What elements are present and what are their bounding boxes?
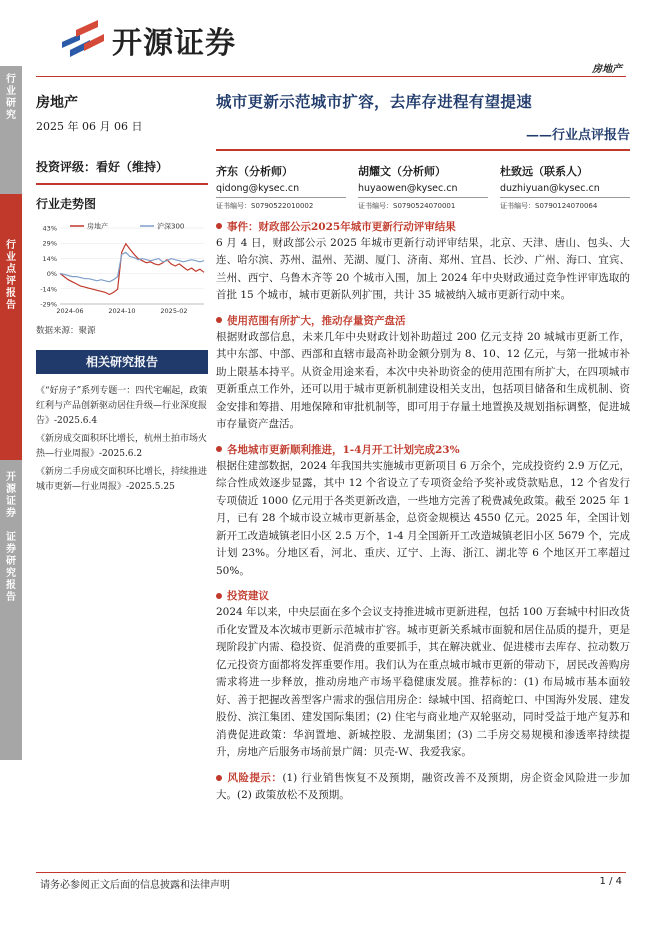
side-tab-char: 研 bbox=[6, 556, 16, 567]
analyst-card bbox=[216, 163, 346, 211]
logo-mark-icon bbox=[60, 20, 106, 60]
side-tab-char: 告 bbox=[6, 592, 16, 603]
side-tab-char: 评 bbox=[6, 276, 16, 287]
section-progress bbox=[216, 442, 630, 581]
report-sector: 房地产 bbox=[36, 95, 78, 111]
trend-chart-svg bbox=[36, 220, 208, 320]
chart-source: 数据来源：聚源 bbox=[36, 325, 96, 336]
y-tick-label: -14% bbox=[40, 284, 57, 293]
side-tab-char: 报 bbox=[6, 580, 16, 591]
side-tab-char: 源 bbox=[6, 484, 16, 495]
section-body: 根据住建部数据，2024 年我国共实施城市更新项目 6 万余个，完成投资约 2.9 万亿元，综合性成效逐步显露，其中 12 个省设立了专项资金给予奖补或贷款贴息，12 个省发行专项债近 1000 亿元用于各类更新改造，一些地方完善了税费减免政策。截至 2025 年 1 月，已有 28 个城市设立城市更新基金，总资金规模达 4550 亿元。2025 年，全国计划新开工改造城镇老旧小区 2.5 万个，1-4 月全国新开工改造城镇老旧小区 5679 个，完成计划 23%。分地区看，河北、重庆、辽宁、上海、浙江、湖北等 6 个地区开工率超过 50%。 bbox=[216, 459, 630, 577]
analyst-card bbox=[500, 163, 630, 211]
section-body: 6 月 4 日，财政部公示 2025 年城市更新行动评审结果，北京、天津、唐山、包头、大连、哈尔滨、苏州、温州、芜湖、厦门、济南、郑州、宜昌、长沙、广州、海口、宜宾、兰州、西宁、乌鲁木齐等 20 个城市入围，加上 2024 年中央财政通过竞争性评审选取的首批 15 个城市，城市更新队列扩围，共计 35 城被纳入城市更新行动中来。 bbox=[216, 236, 630, 301]
y-tick-label: 29% bbox=[42, 239, 57, 248]
analyst-list bbox=[216, 163, 630, 211]
related-report-link[interactable]: 《“好房子”系列专题一：四代宅崛起，政策红利与产品创新驱动居住升级—行业深度报告》-2025.6.4 bbox=[36, 385, 208, 426]
related-report-link[interactable]: 《新房二手房成交面积环比增长，持续推进城市更新—行业周报》-2025.5.25 bbox=[36, 466, 208, 492]
section-risk bbox=[216, 770, 630, 805]
side-tab-char: 告 bbox=[6, 300, 16, 311]
header-divider bbox=[36, 76, 626, 77]
analyst-cert: 证书编号：S0790522010002 bbox=[216, 201, 314, 210]
side-tab-char: 证 bbox=[6, 496, 16, 507]
footer-divider bbox=[36, 872, 626, 873]
side-tab-char: 究 bbox=[6, 110, 16, 121]
side-tab-char: 报 bbox=[6, 288, 16, 299]
section-heading bbox=[216, 219, 630, 234]
legend-label: 房地产 bbox=[87, 222, 108, 230]
related-reports-list bbox=[36, 384, 208, 495]
bullet-icon bbox=[216, 593, 222, 599]
bullet-icon bbox=[216, 317, 222, 323]
y-tick-label: 43% bbox=[42, 224, 57, 232]
side-tab-char: 点 bbox=[6, 264, 16, 275]
risk-label: 风险提示： bbox=[227, 771, 283, 784]
title-divider bbox=[216, 149, 630, 151]
section-heading-text: 事件：财政部公示2025年城市更新行动评审结果 bbox=[227, 220, 456, 233]
section-investment bbox=[216, 588, 630, 762]
section-heading-text: 使用范围有所扩大，推动存量资产盘活 bbox=[227, 314, 406, 327]
side-tab-char: 业 bbox=[6, 86, 16, 97]
header-sector: 房地产 bbox=[592, 64, 622, 75]
section-heading bbox=[216, 313, 630, 328]
side-tab-char: 业 bbox=[6, 252, 16, 263]
report-subtitle: ——行业点评报告 bbox=[525, 128, 630, 143]
analyst-cert: 证书编号：S0790524070001 bbox=[358, 201, 456, 210]
report-date: 2025 年 06 月 06 日 bbox=[36, 120, 143, 133]
section-body: 2024 年以来，中央层面在多个会议支持推进城市更新进程，包括 100 万套城中村旧改货币化安置及本次城市更新示范城市扩容。城市更新关系城市面貌和居住品质的提升，更是现阶段扩内需、稳投资、促消费的重要抓手，其在解决就业、促进楼市去库存、拉动数万亿元投资方面都将发挥重要作用。我们认为在重点城市城市更新的带动下，居民改善购房需求将进一步释放，推动房地产市场平稳健康发展。推荐标的：(1) 布局城市基本面较好、善于把握改善型客户需求的强信用房企：绿城中国、招商蛇口、中国海外发展、建发股份、滨江集团、建发国际集团；(2) 住宅与商业地产双轮驱动，同时受益于地产复苏和消费促进政策：华润置地、新城控股、龙湖集团；(3) 二手房交易规模和渗透率持续提升，房地产后服务市场前景广阔：贝壳-W、我爱我家。 bbox=[216, 606, 630, 758]
section-heading bbox=[216, 442, 630, 457]
trend-chart-title: 行业走势图 bbox=[36, 196, 97, 211]
footer-disclaimer: 请务必参阅正文后面的信息披露和法律声明 bbox=[40, 880, 230, 891]
y-tick-label: -29% bbox=[40, 300, 57, 308]
x-tick-label: 2024-10 bbox=[108, 306, 136, 315]
analyst-email[interactable]: qidong@kysec.cn bbox=[216, 182, 300, 194]
analyst-divider bbox=[500, 197, 630, 198]
side-tab-char bbox=[9, 520, 12, 532]
section-event bbox=[216, 219, 630, 305]
side-tab-char: 研 bbox=[6, 98, 16, 109]
investment-rating: 投资评级：看好（维持） bbox=[36, 160, 169, 174]
side-tab-industry-research bbox=[0, 66, 22, 194]
series-line-industry bbox=[60, 243, 204, 294]
side-tab-char: 开 bbox=[6, 472, 16, 483]
section-heading-text: 各地城市更新顺利推进，1-4月开工计划完成23% bbox=[227, 443, 460, 456]
side-tab-report-type bbox=[0, 194, 22, 460]
report-title: 城市更新示范城市扩容，去库存进程有望提速 bbox=[216, 92, 533, 111]
risk-paragraph bbox=[216, 770, 630, 805]
x-tick-label: 2024-06 bbox=[56, 306, 84, 315]
analyst-email[interactable]: duzhiyuan@kysec.cn bbox=[500, 182, 600, 194]
section-heading-text: 投资建议 bbox=[227, 590, 269, 602]
section-body: 根据财政部信息，未来几年中央财政计划补助超过 200 亿元支持 20 城城市更新工作，其中东部、中部、西部和直辖市最高补助金额分别为 8、10、12 亿元，与第一批城市补助上限基本持平。从资金用途来看，本次中央补助资金的使用范围有所扩大，在四项城市更新重点工作外，还可以用于城市更新机制建设相关支出，包括项目储备和生成机制、资金安排和筹措、用地保障和审批机制等，即可用于存量土地置换及规划指标调整，促进城市存量资产盘活。 bbox=[216, 330, 630, 430]
left-sidebar bbox=[36, 84, 208, 498]
legend-label: 沪深300 bbox=[157, 222, 185, 230]
section-heading bbox=[216, 588, 630, 603]
analyst-email[interactable]: huyaowen@kysec.cn bbox=[358, 182, 458, 194]
bullet-icon bbox=[216, 446, 222, 452]
x-tick-label: 2025-02 bbox=[160, 306, 188, 315]
bullet-icon bbox=[216, 223, 222, 229]
analyst-cert: 证书编号：S0790124070064 bbox=[500, 201, 598, 210]
brand-logo bbox=[60, 20, 236, 60]
analyst-card bbox=[358, 163, 488, 211]
trend-chart bbox=[36, 220, 208, 320]
section-scope bbox=[216, 313, 630, 434]
page-number: 1 / 4 bbox=[599, 876, 622, 887]
main-content bbox=[216, 84, 630, 805]
y-tick-label: 0% bbox=[46, 269, 57, 278]
analyst-name: 杜致远（联系人） bbox=[500, 164, 588, 178]
side-tab-char: 证 bbox=[6, 532, 16, 543]
bullet-icon bbox=[216, 775, 222, 781]
analyst-divider bbox=[216, 197, 346, 198]
analyst-divider bbox=[358, 197, 488, 198]
related-reports-header: 相关研究报告 bbox=[36, 350, 208, 374]
related-report-link[interactable]: 《新房成交面积环比增长，杭州土拍市场火热—行业周报》-2025.6.2 bbox=[36, 433, 208, 459]
risk-text: (1) 行业销售恢复不及预期，融资改善不及预期，房企资金风险进一步加大。(2) 政策放松不及预期。 bbox=[216, 771, 631, 801]
analyst-name: 齐东（分析师） bbox=[216, 164, 293, 178]
side-tab-char: 究 bbox=[6, 568, 16, 579]
side-tab-char: 行 bbox=[6, 240, 16, 251]
side-tab-brand bbox=[0, 460, 22, 760]
side-tab-char: 行 bbox=[6, 74, 16, 85]
rating-divider bbox=[36, 183, 208, 185]
side-tab-char: 券 bbox=[6, 508, 16, 519]
side-tab-char: 券 bbox=[6, 544, 16, 555]
brand-name: 开源证券 bbox=[112, 26, 236, 61]
analyst-name: 胡耀文（分析师） bbox=[358, 164, 446, 178]
y-tick-label: 14% bbox=[42, 254, 57, 263]
